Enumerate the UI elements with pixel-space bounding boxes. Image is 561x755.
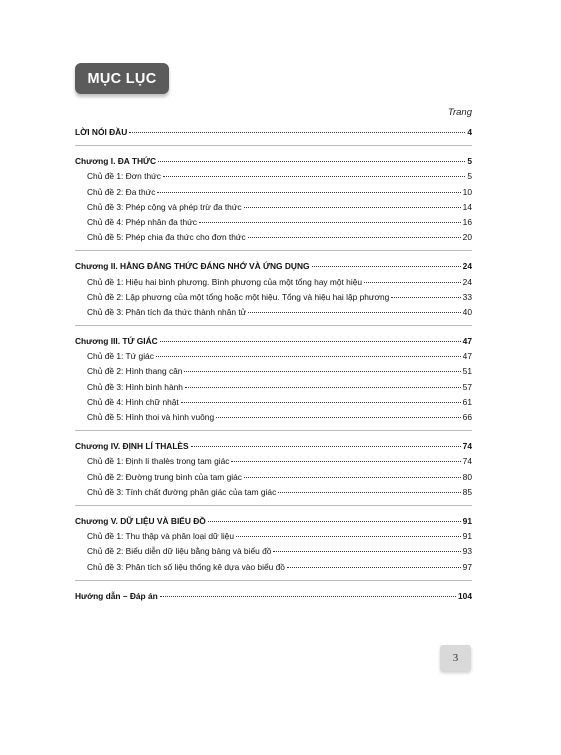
toc-chapter-row[interactable] bbox=[75, 125, 472, 140]
toc-topic-row[interactable] bbox=[75, 529, 472, 544]
dot-leader bbox=[185, 387, 461, 388]
dot-leader bbox=[273, 551, 460, 552]
toc-entry-label: Chương IV. ĐỊNH LÍ THALÈS bbox=[75, 441, 189, 452]
table-of-contents bbox=[75, 125, 472, 604]
dot-leader bbox=[158, 161, 465, 162]
toc-topic-row[interactable] bbox=[75, 230, 472, 245]
toc-entry-page: 14 bbox=[462, 201, 472, 212]
toc-entry-label: Chủ đề 2: Lập phương của một tổng hoặc một hiệu. Tổng và hiệu hai lập phương bbox=[87, 291, 390, 302]
toc-topic-row[interactable] bbox=[75, 169, 472, 184]
toc-entry-label: Chủ đề 3: Hình bình hành bbox=[87, 381, 183, 392]
toc-topic-row[interactable] bbox=[75, 485, 472, 500]
toc-topic-row[interactable] bbox=[75, 560, 472, 575]
dot-leader bbox=[184, 371, 460, 372]
toc-entry-label: Chủ đề 3: Phân tích số liệu thống kê dựa vào biểu đồ bbox=[87, 561, 285, 572]
dot-leader bbox=[287, 567, 461, 568]
toc-entry-page: 91 bbox=[462, 515, 472, 526]
dot-leader bbox=[244, 477, 461, 478]
toc-entry-page: 24 bbox=[462, 276, 472, 287]
toc-chapter-row[interactable] bbox=[75, 259, 472, 274]
toc-entry-label: Chương III. TỨ GIÁC bbox=[75, 336, 158, 347]
toc-entry-label: Chủ đề 5: Hình thoi và hình vuông bbox=[87, 412, 215, 422]
dot-leader bbox=[160, 341, 461, 342]
toc-entry-page: 4 bbox=[467, 127, 472, 137]
toc-entry-page: 80 bbox=[462, 471, 472, 482]
toc-entry-label: Hướng dẫn – Đáp án bbox=[75, 590, 158, 601]
toc-entry-label: Chủ đề 1: Hiệu hai bình phương. Bình phương của một tổng hay một hiệu bbox=[87, 276, 363, 287]
toc-entry-label: Chủ đề 2: Đa thức bbox=[87, 186, 156, 197]
toc-entry-label: Chủ đề 2: Hình thang cân bbox=[87, 366, 183, 377]
dot-leader bbox=[248, 312, 460, 313]
dot-leader bbox=[248, 237, 461, 238]
toc-entry-label: Chủ đề 1: Tứ giác bbox=[87, 351, 154, 362]
toc-topic-row[interactable] bbox=[75, 410, 472, 425]
dot-leader bbox=[208, 521, 461, 522]
section-divider bbox=[75, 580, 472, 581]
toc-topic-row[interactable] bbox=[75, 200, 472, 215]
toc-entry-label: Chủ đề 5: Phép chia đa thức cho đơn thức bbox=[87, 232, 246, 243]
dot-leader bbox=[160, 596, 456, 597]
toc-topic-row[interactable] bbox=[75, 470, 472, 485]
dot-leader bbox=[312, 266, 461, 267]
dot-leader bbox=[216, 417, 461, 418]
toc-chapter-row[interactable] bbox=[75, 334, 472, 349]
dot-leader bbox=[129, 132, 465, 133]
toc-topic-row[interactable] bbox=[75, 395, 472, 410]
page-title: MỤC LỤC bbox=[75, 63, 169, 94]
toc-entry-label: Chủ đề 4: Hình chữ nhật bbox=[87, 396, 179, 407]
toc-chapter-row[interactable] bbox=[75, 154, 472, 169]
toc-entry-label: Chủ đề 2: Biểu diễn dữ liệu bằng bảng và biểu đồ bbox=[87, 546, 272, 557]
toc-topic-row[interactable] bbox=[75, 349, 472, 364]
toc-entry-page: 51 bbox=[462, 366, 472, 377]
toc-entry-page: 20 bbox=[462, 232, 472, 243]
toc-entry-page: 16 bbox=[462, 216, 472, 227]
dot-leader bbox=[244, 207, 461, 208]
toc-entry-label: Chương I. ĐA THỨC bbox=[75, 156, 156, 167]
toc-entry-label: Chủ đề 3: Phép cộng và phép trừ đa thức bbox=[87, 201, 242, 212]
toc-topic-row[interactable] bbox=[75, 215, 472, 230]
toc-entry-page: 74 bbox=[462, 441, 472, 452]
toc-entry-page: 91 bbox=[462, 531, 472, 542]
toc-entry-label: Chủ đề 3: Tính chất đường phân giác của tam giác bbox=[87, 486, 277, 497]
section-divider bbox=[75, 505, 472, 506]
dot-leader bbox=[163, 176, 465, 177]
toc-entry-label: Chủ đề 4: Phép nhân đa thức bbox=[87, 216, 197, 227]
toc-chapter-row[interactable] bbox=[75, 514, 472, 529]
toc-topic-row[interactable] bbox=[75, 544, 472, 559]
toc-entry-label: Chương V. DỮ LIỆU VÀ BIỂU ĐỒ bbox=[75, 515, 206, 526]
section-divider bbox=[75, 250, 472, 251]
dot-leader bbox=[278, 492, 460, 493]
toc-topic-row[interactable] bbox=[75, 380, 472, 395]
toc-topic-row[interactable] bbox=[75, 454, 472, 469]
toc-entry-label: LỜI NÓI ĐẦU bbox=[75, 127, 128, 137]
toc-topic-row[interactable] bbox=[75, 364, 472, 379]
toc-entry-page: 61 bbox=[462, 396, 472, 407]
dot-leader bbox=[156, 356, 461, 357]
dot-leader bbox=[236, 536, 461, 537]
toc-chapter-row[interactable] bbox=[75, 439, 472, 454]
toc-entry-page: 66 bbox=[462, 412, 472, 422]
toc-entry-label: Chủ đề 1: Định lí thalès trong tam giác bbox=[87, 456, 230, 467]
toc-entry-page: 93 bbox=[462, 546, 472, 557]
toc-entry-page: 24 bbox=[462, 261, 472, 272]
toc-entry-page: 47 bbox=[462, 351, 472, 362]
toc-entry-page: 74 bbox=[462, 456, 472, 467]
toc-entry-page: 97 bbox=[462, 561, 472, 572]
section-divider bbox=[75, 325, 472, 326]
dot-leader bbox=[231, 461, 460, 462]
toc-topic-row[interactable] bbox=[75, 185, 472, 200]
toc-entry-page: 57 bbox=[462, 381, 472, 392]
toc-entry-page: 47 bbox=[462, 336, 472, 347]
toc-chapter-row[interactable] bbox=[75, 589, 472, 604]
section-divider bbox=[75, 430, 472, 431]
toc-entry-label: Chủ đề 3: Phân tích đa thức thành nhân tử bbox=[87, 306, 247, 317]
toc-entry-label: Chương II. HẰNG ĐẲNG THỨC ĐÁNG NHỚ VÀ ỨNG DỤNG bbox=[75, 261, 310, 272]
toc-entry-page: 5 bbox=[467, 156, 472, 167]
dot-leader bbox=[199, 222, 461, 223]
dot-leader bbox=[391, 297, 460, 298]
toc-entry-page: 104 bbox=[458, 590, 472, 601]
page-number-badge: 3 bbox=[440, 645, 471, 671]
toc-entry-label: Chủ đề 2: Đường trung bình của tam giác bbox=[87, 471, 242, 482]
toc-entry-page: 40 bbox=[462, 306, 472, 317]
toc-entry-page: 5 bbox=[467, 171, 472, 182]
toc-entry-label: Chủ đề 1: Đơn thức bbox=[87, 171, 161, 182]
dot-leader bbox=[157, 192, 460, 193]
toc-entry-page: 10 bbox=[462, 186, 472, 197]
section-divider bbox=[75, 145, 472, 146]
toc-topic-row[interactable] bbox=[75, 275, 472, 290]
toc-topic-row[interactable] bbox=[75, 290, 472, 305]
toc-entry-label: Chủ đề 1: Thu thập và phân loại dữ liệu bbox=[87, 531, 234, 542]
toc-topic-row[interactable] bbox=[75, 305, 472, 320]
dot-leader bbox=[191, 446, 461, 447]
page-column-label: Trang bbox=[447, 107, 472, 118]
toc-entry-page: 33 bbox=[462, 291, 472, 302]
dot-leader bbox=[364, 282, 461, 283]
toc-entry-page: 85 bbox=[462, 486, 472, 497]
dot-leader bbox=[181, 402, 461, 403]
